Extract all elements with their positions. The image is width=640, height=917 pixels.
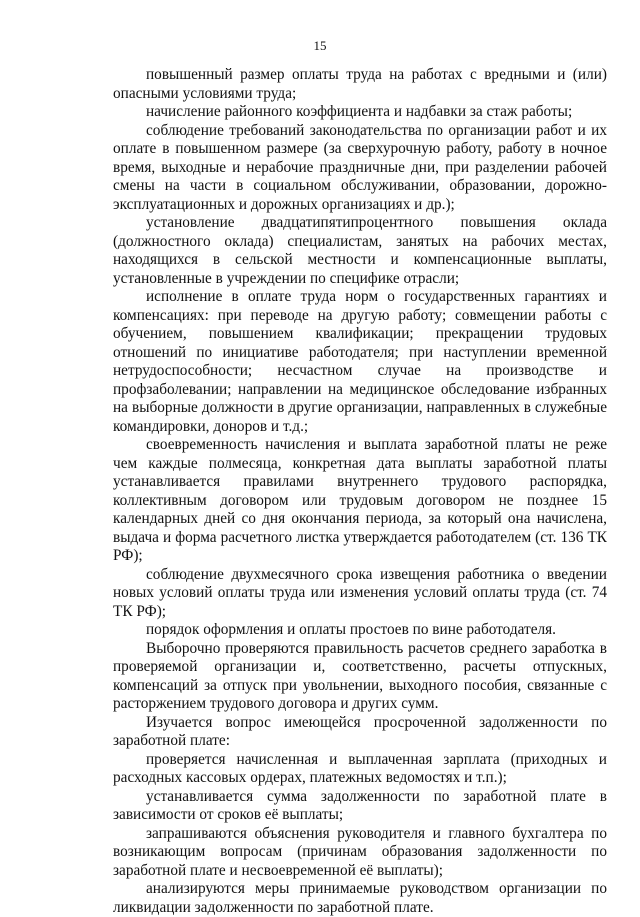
paragraph: Изучается вопрос имеющейся просроченной задолженности по заработной плате: xyxy=(113,713,607,749)
paragraph: начисление районного коэффициента и надбавки за стаж работы; xyxy=(146,103,573,120)
paragraph: запрашиваются объяснения руководителя и главного бухгалтера по возникающим вопросам (причинам образования задолженности по заработной плате и несвоевременной её выплаты); xyxy=(113,824,607,879)
paragraph: соблюдение двухмесячного срока извещения работника о введении новых условий оплаты труда или изменения условий оплаты труда (ст. 74 ТК РФ); xyxy=(113,565,607,620)
paragraph: анализируются меры принимаемые руководством организации по ликвидации задолженности по заработной плате. xyxy=(113,880,607,916)
body-text xyxy=(113,66,607,917)
paragraph: устанавливается сумма задолженности по заработной плате в зависимости от сроков её выплаты; xyxy=(113,787,607,823)
paragraph: порядок оформления и оплаты простоев по вине работодателя. xyxy=(146,621,557,638)
paragraph: повышенный размер оплаты труда на работах с вредными и (или) опасными условиями труда; xyxy=(113,66,607,102)
paragraph: Выборочно проверяются правильность расчетов среднего заработка в проверяемой организации и, соответственно, расчеты отпускных, компенсаций за отпуск при увольнении, выходного пособия, связанные с расторжением трудового договора и других сумм. xyxy=(113,639,607,712)
page-number: 15 xyxy=(313,38,327,53)
paragraph: исполнение в оплате труда норм о государственных гарантиях и компенсациях: при переводе на другую работу; совмещении работы с обучением, повышением квалификации; прекращении трудовых отношений по инициативе работодателя; при наступлении временной нетрудоспособности; несчастном случае на производстве и профзаболевании; направлении на медицинское обследование избранных на выборные должности в другие организации, направленных в служебные командировки, доноров и т.д.; xyxy=(113,288,607,435)
paragraph: соблюдение требований законодательства по организации работ и их оплате в повышенном размере (за сверхурочную работу, работу в ночное время, выходные и нерабочие праздничные дни, при разделении рабочей смены на части в социальном обслуживании, образовании, дорожно-эксплуатационных и дорожных организациях и др.); xyxy=(113,121,607,213)
paragraph: проверяется начисленная и выплаченная зарплата (приходных и расходных кассовых ордерах, платежных ведомостях и т.п.); xyxy=(113,750,607,786)
paragraph: установление двадцатипятипроцентного повышения оклада (должностного оклада) специалистам, занятых на рабочих местах, находящихся в сельской местности и компенсационные выплаты, установленные в учреждении по специфике отрасли; xyxy=(113,214,607,287)
paragraph: своевременность начисления и выплата заработной платы не реже чем каждые полмесяца, конкретная дата выплаты заработной платы устанавливается правилами внутреннего трудового распорядка, коллективным договором или трудовым договором не позднее 15 календарных дней со дня окончания периода, за который она начислена, выдача и форма расчетного листка утверждается работодателем (ст. 136 ТК РФ); xyxy=(113,436,607,564)
